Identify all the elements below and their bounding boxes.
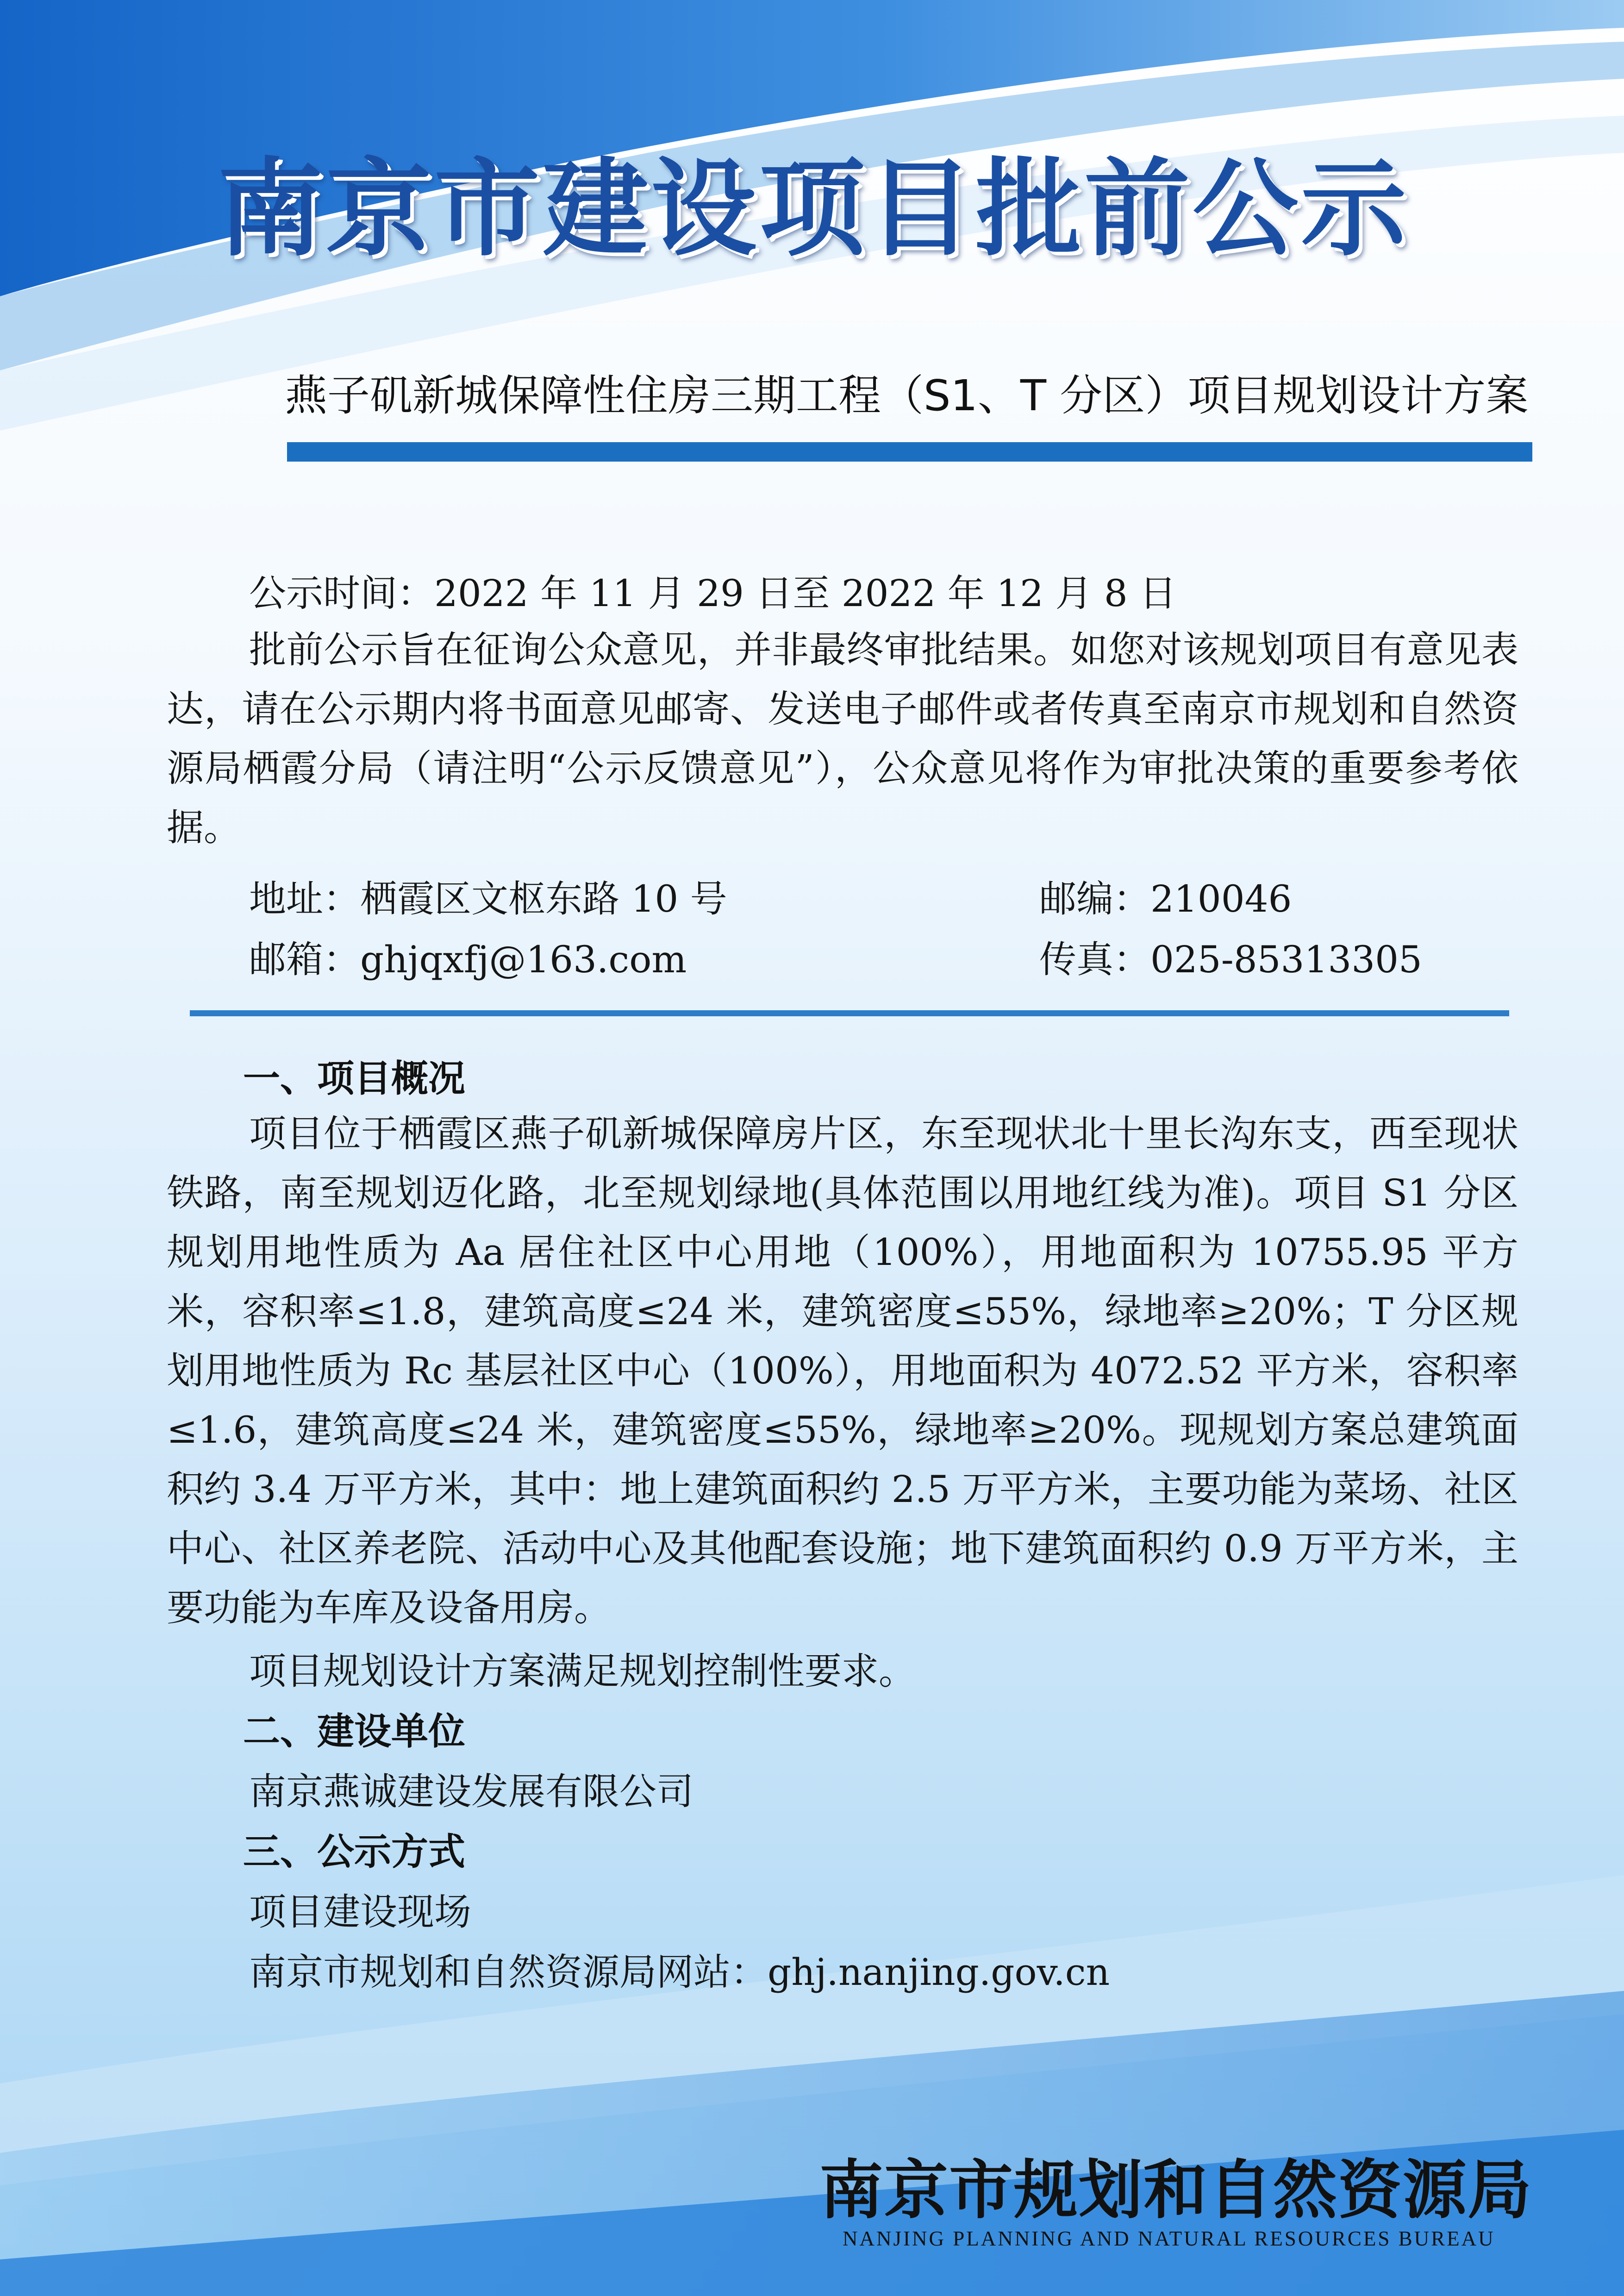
- notice-period: 公示时间：2022 年 11 月 29 日至 2022 年 12 月 8 日: [249, 572, 1177, 615]
- method-heading: 三、公示方式: [243, 1830, 465, 1873]
- footer-org-name-en: NANJING PLANNING AND NATURAL RESOURCES BUREAU: [843, 2227, 1495, 2250]
- page-title: 南京市建设项目批前公示: [218, 146, 1409, 270]
- notice-intro: 批前公示旨在征询公众意见，并非最终审批结果。如您对该规划项目有意见表达，请在公示期内将书面意见邮寄、发送电子邮件或者传真至南京市规划和自然资源局栖霞分局（请注明“公示反馈意见”），公众意见将作为审批决策的重要参考依据。: [167, 628, 1518, 849]
- project-subtitle: 燕子矶新城保障性住房三期工程（S1、T 分区）项目规划设计方案: [285, 371, 1529, 420]
- contact-address: 地址：栖霞区文枢东路 10 号: [249, 877, 727, 920]
- contact-postcode: 邮编：210046: [1039, 877, 1292, 920]
- section-divider: [190, 1010, 1509, 1016]
- contact-fax: 传真：025-85313305: [1039, 938, 1422, 981]
- title-underline: [287, 442, 1532, 462]
- builder-name: 南京燕诚建设发展有限公司: [249, 1770, 693, 1813]
- builder-heading: 二、建设单位: [243, 1710, 465, 1753]
- footer-org-name: 南京市规划和自然资源局: [819, 2152, 1533, 2227]
- overview-conclusion: 项目规划设计方案满足规划控制性要求。: [249, 1650, 916, 1693]
- contact-email: 邮箱：ghjqxfj@163.com: [249, 938, 687, 981]
- method-site: 项目建设现场: [249, 1890, 471, 1933]
- overview-heading: 一、项目概况: [243, 1057, 465, 1100]
- overview-text: 项目位于栖霞区燕子矶新城保障房片区，东至现状北十里长沟东支，西至现状铁路，南至规划迈化路，北至规划绿地(具体范围以用地红线为准)。项目 S1 分区规划用地性质为 Aa 居住社区中心用地（100%），用地面积为 10755.95 平方米，容积率≤1.8，建筑高度≤24 米，建筑密度≤55%，绿地率≥20%；T 分区规划用地性质为 Rc 基层社区中心（100%），用地面积为 4072.52 平方米，容积率≤1.6，建筑高度≤24 米，建筑密度≤55%，绿地率≥20%。现规划方案总建筑面积约 3.4 万平方米，其中：地上建筑面积约 2.5 万平方米，主要功能为菜场、社区中心、社区养老院、活动中心及其他配套设施；地下建筑面积约 0.9 万平方米，主要功能为车库及设备用房。: [167, 1112, 1518, 1629]
- method-website: 南京市规划和自然资源局网站：ghj.nanjing.gov.cn: [249, 1951, 1110, 1994]
